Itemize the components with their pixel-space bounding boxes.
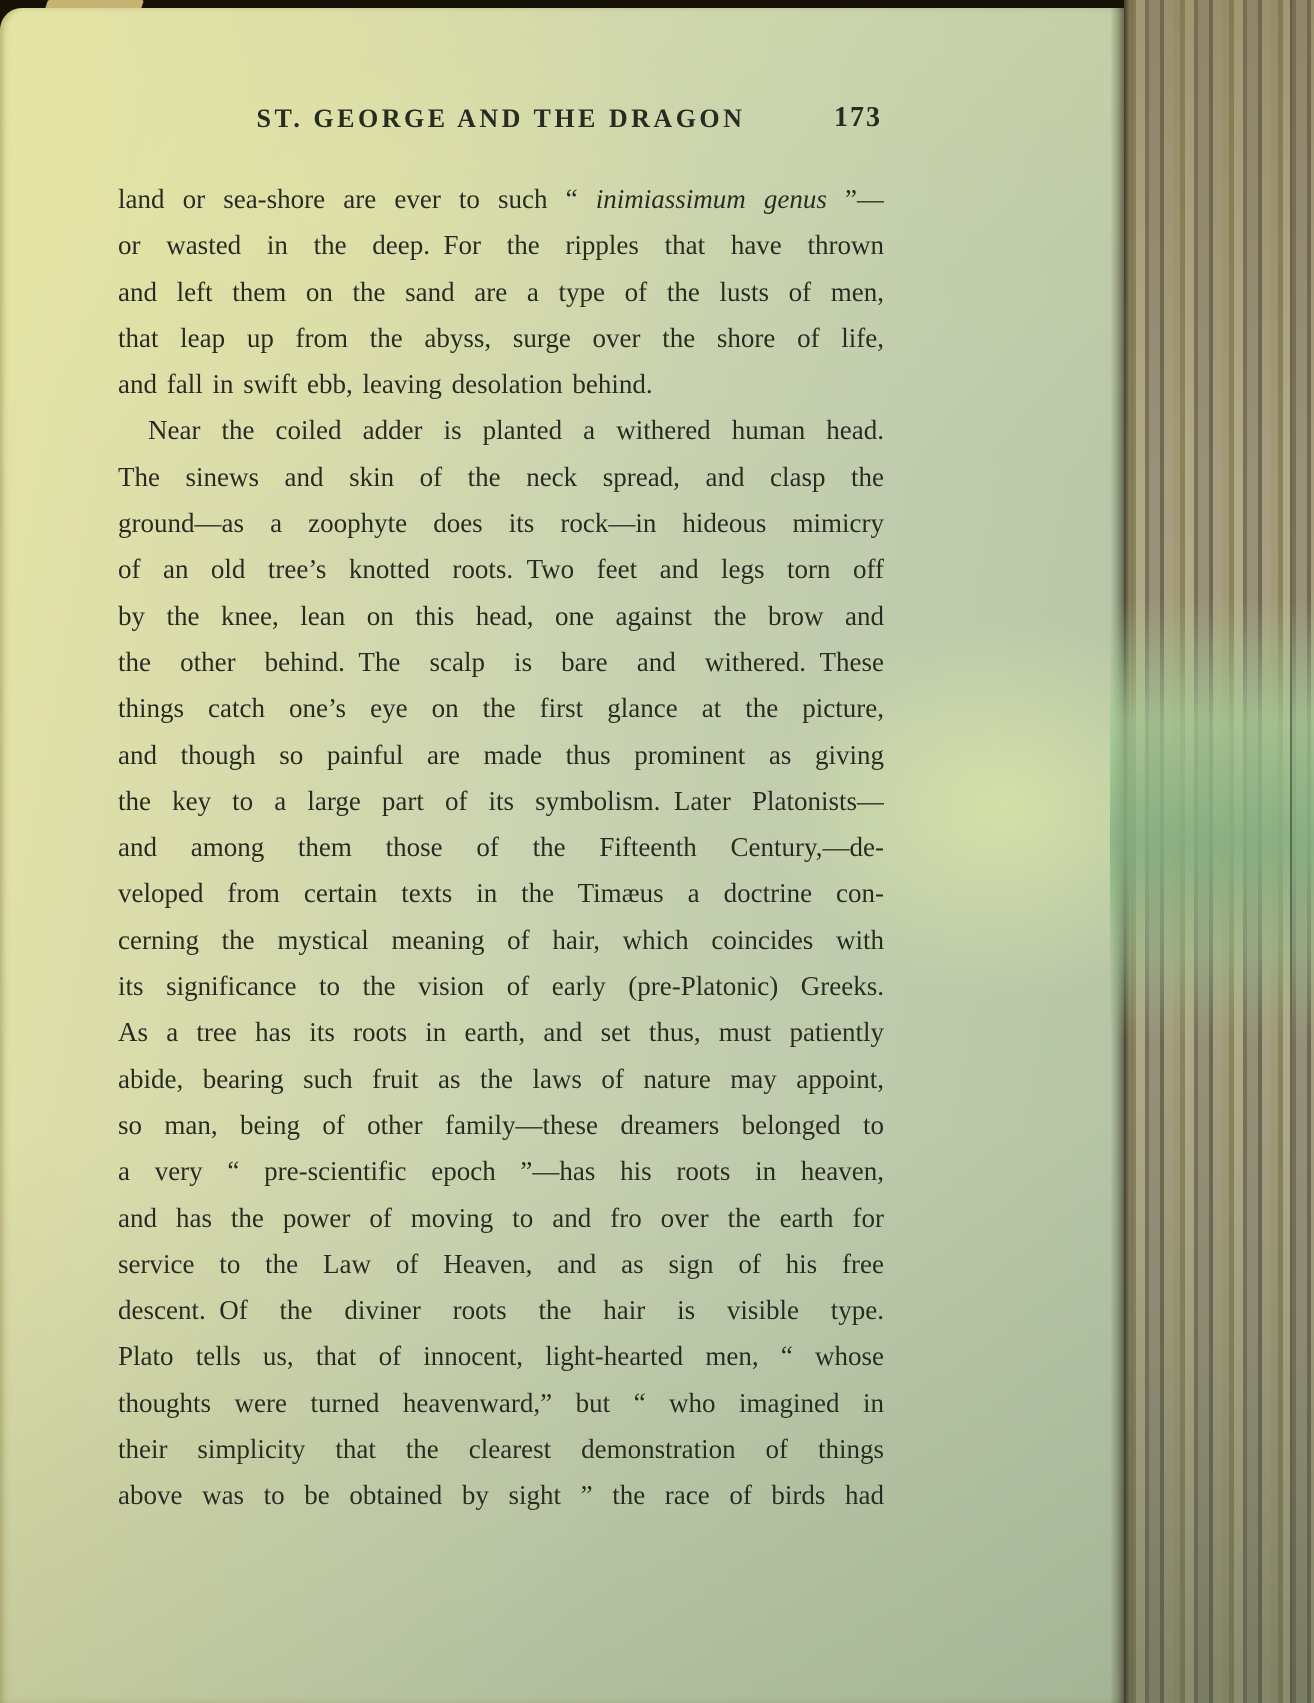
text-line: its significance to the vision of early (pre-Platonic) Greeks. [118,971,884,1002]
text-line: service to the Law of Heaven, and as sign of his free [118,1248,884,1279]
text-line: and fall in swift ebb, leaving desolation behind. [118,369,653,400]
fore-edge-glare [1110,600,1314,1040]
text-line: above was to be obtained by sight ” the race of birds had [118,1480,884,1511]
text-line: cerning the mystical meaning of hair, which coincides with [118,924,884,955]
text-line: and among them those of the Fifteenth Century,—de- [118,832,884,863]
text-line: abide, bearing such fruit as the laws of nature may appoint, [118,1063,884,1094]
text-line: ground—as a zoophyte does its rock—in hideous mimicry [118,508,884,539]
text-line: the other behind. The scalp is bare and withered. These [118,646,884,677]
text-line: descent. Of the diviner roots the hair is visible type. [118,1295,884,1326]
page-number: 173 [834,102,882,133]
text-line: a very “ pre-scientific epoch ”—has his roots in heaven, [118,1156,884,1187]
text-line: that leap up from the abyss, surge over the shore of life, [118,322,884,353]
text-line: The sinews and skin of the neck spread, and clasp the [118,461,884,492]
text-line: their simplicity that the clearest demonstration of things [118,1434,884,1465]
running-title: ST. GEORGE AND THE DRAGON [256,104,746,133]
text-line: by the knee, lean on this head, one against the brow and [118,600,884,631]
text-line: veloped from certain texts in the Timæus a doctrine con- [118,878,884,909]
text-line: As a tree has its roots in earth, and set thus, must patiently [118,1017,884,1048]
page-header [118,104,884,146]
text-line: thoughts were turned heavenward,” but “ who imagined in [118,1387,884,1418]
text-line: and has the power of moving to and fro over the earth for [118,1202,884,1233]
fore-edge-page-stack [1124,0,1314,1703]
outer-page-edge [1290,0,1314,1703]
text-line: so man, being of other family—these dreamers belonged to [118,1109,884,1140]
text-line: the key to a large part of its symbolism. Later Platonists— [118,785,884,816]
text-line: land or sea-shore are ever to such “ inimiassimum genus ”— [118,184,884,214]
body-text [118,176,884,1519]
text-line: and though so painful are made thus prominent as giving [118,739,884,770]
text-line: Plato tells us, that of innocent, light-hearted men, “ whose [118,1341,884,1372]
text-line: and left them on the sand are a type of the lusts of men, [118,276,884,307]
text-line: things catch one’s eye on the first glance at the picture, [118,693,884,724]
text-line: Near the coiled adder is planted a withered human head. [148,415,884,446]
text-line: or wasted in the deep. For the ripples that have thrown [118,230,884,261]
book-page [0,8,1124,1703]
text-line: of an old tree’s knotted roots. Two feet and legs torn off [118,554,884,585]
